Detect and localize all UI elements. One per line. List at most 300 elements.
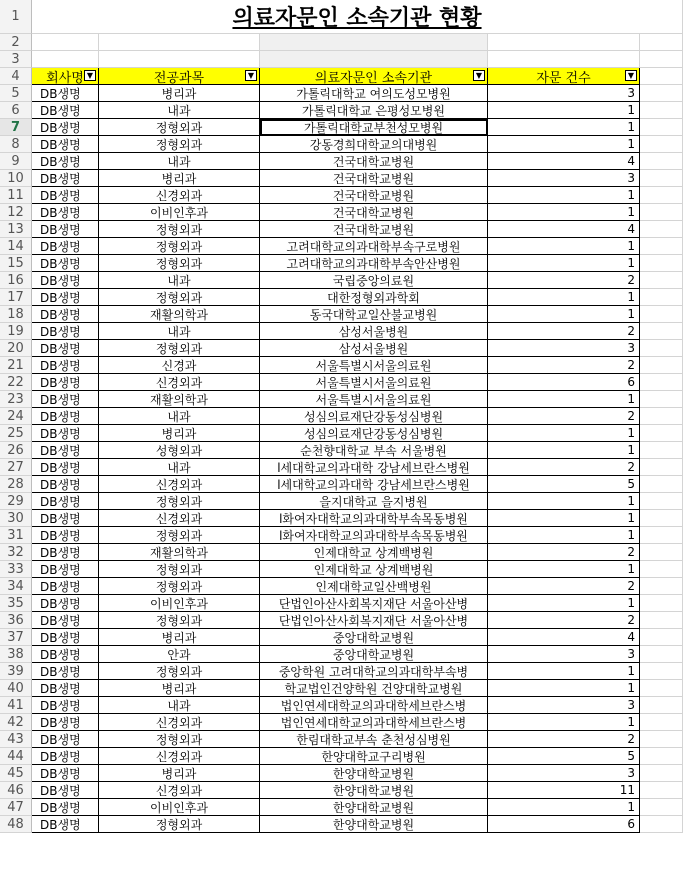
- row-header[interactable]: 20: [0, 340, 32, 357]
- cell-dept[interactable]: 신경외과: [99, 510, 260, 527]
- row-header[interactable]: 5: [0, 85, 32, 102]
- sheet-title[interactable]: 의료자문인 소속기관 현황: [32, 0, 683, 34]
- cell-dept[interactable]: 정형외과: [99, 527, 260, 544]
- cell[interactable]: [640, 306, 683, 323]
- table-row: [0, 816, 683, 833]
- cell-count[interactable]: 6: [488, 816, 640, 833]
- cell-company[interactable]: DB생명: [32, 102, 99, 119]
- table-row: [0, 595, 683, 612]
- row-header[interactable]: 12: [0, 204, 32, 221]
- cell-company[interactable]: DB생명: [32, 731, 99, 748]
- cell[interactable]: [640, 765, 683, 782]
- row-header[interactable]: 7: [0, 119, 32, 136]
- cell-org[interactable]: 중앙학원 고려대학교의과대학부속병: [260, 663, 488, 680]
- cell-dept[interactable]: 정형외과: [99, 731, 260, 748]
- cell-company[interactable]: DB생명: [32, 816, 99, 833]
- cell[interactable]: [640, 323, 683, 340]
- cell-dept[interactable]: 이비인후과: [99, 799, 260, 816]
- cell[interactable]: [640, 238, 683, 255]
- cell-dept[interactable]: 내과: [99, 153, 260, 170]
- cell-count[interactable]: 1: [488, 306, 640, 323]
- cell-company[interactable]: DB생명: [32, 748, 99, 765]
- row-header[interactable]: 4: [0, 68, 32, 85]
- cell[interactable]: [640, 595, 683, 612]
- cell-count[interactable]: 3: [488, 646, 640, 663]
- cell-count[interactable]: 1: [488, 680, 640, 697]
- table-row: [0, 255, 683, 272]
- cell-count[interactable]: 3: [488, 697, 640, 714]
- cell-dept[interactable]: 병리과: [99, 85, 260, 102]
- cell[interactable]: [640, 561, 683, 578]
- cell-org[interactable]: 순천향대학교 부속 서울병원: [260, 442, 488, 459]
- cell[interactable]: [640, 136, 683, 153]
- cell-org[interactable]: 한양대학교병원: [260, 765, 488, 782]
- cell-company[interactable]: DB생명: [32, 170, 99, 187]
- cell[interactable]: [640, 391, 683, 408]
- cell-org[interactable]: 건국대학교병원: [260, 204, 488, 221]
- cell-company[interactable]: DB생명: [32, 782, 99, 799]
- cell[interactable]: [640, 442, 683, 459]
- cell-dept[interactable]: 내과: [99, 697, 260, 714]
- filter-dropdown-icon[interactable]: ▼: [245, 70, 257, 81]
- cell-dept[interactable]: 신경외과: [99, 748, 260, 765]
- cell-org[interactable]: 한양대학교구리병원: [260, 748, 488, 765]
- cell-company[interactable]: DB생명: [32, 255, 99, 272]
- cell-org[interactable]: 삼성서울병원: [260, 340, 488, 357]
- cell-company[interactable]: DB생명: [32, 136, 99, 153]
- cell-count[interactable]: 1: [488, 493, 640, 510]
- empty-row: [0, 34, 683, 51]
- cell-company[interactable]: DB생명: [32, 476, 99, 493]
- row-header[interactable]: 33: [0, 561, 32, 578]
- cell-count[interactable]: 4: [488, 153, 640, 170]
- row-header[interactable]: 17: [0, 289, 32, 306]
- cell[interactable]: [640, 357, 683, 374]
- cell-company[interactable]: DB생명: [32, 272, 99, 289]
- cell-dept[interactable]: 신경과: [99, 357, 260, 374]
- cell-org[interactable]: 건국대학교병원: [260, 221, 488, 238]
- cell-org[interactable]: 한양대학교병원: [260, 782, 488, 799]
- cell[interactable]: [640, 68, 683, 85]
- row-header[interactable]: 30: [0, 510, 32, 527]
- cell[interactable]: [260, 34, 488, 51]
- cell[interactable]: [640, 119, 683, 136]
- cell-dept[interactable]: 신경외과: [99, 476, 260, 493]
- cell-count[interactable]: 2: [488, 357, 640, 374]
- cell-dept[interactable]: 정형외과: [99, 816, 260, 833]
- cell-company[interactable]: DB생명: [32, 697, 99, 714]
- cell-company[interactable]: DB생명: [32, 663, 99, 680]
- cell-dept[interactable]: 이비인후과: [99, 204, 260, 221]
- cell-org[interactable]: 한림대학교부속 춘천성심병원: [260, 731, 488, 748]
- cell-dept[interactable]: 성형외과: [99, 442, 260, 459]
- cell[interactable]: [488, 34, 640, 51]
- cell-company[interactable]: DB생명: [32, 493, 99, 510]
- cell-dept[interactable]: 내과: [99, 323, 260, 340]
- table-row: [0, 476, 683, 493]
- cell-org[interactable]: 건국대학교병원: [260, 153, 488, 170]
- cell-dept[interactable]: 이비인후과: [99, 595, 260, 612]
- row-header[interactable]: 38: [0, 646, 32, 663]
- cell-org[interactable]: 가톨릭대학교 은평성모병원: [260, 102, 488, 119]
- row-header[interactable]: 43: [0, 731, 32, 748]
- cell[interactable]: [640, 646, 683, 663]
- header-dept[interactable]: [99, 68, 260, 85]
- row-header[interactable]: 28: [0, 476, 32, 493]
- cell[interactable]: [640, 34, 683, 51]
- row-header[interactable]: 27: [0, 459, 32, 476]
- row-header[interactable]: 44: [0, 748, 32, 765]
- cell-org[interactable]: 한양대학교병원: [260, 816, 488, 833]
- cell-dept[interactable]: 정형외과: [99, 561, 260, 578]
- cell[interactable]: [640, 204, 683, 221]
- cell-count[interactable]: 1: [488, 561, 640, 578]
- row-header[interactable]: 42: [0, 714, 32, 731]
- cell-org[interactable]: 인제대학교일산백병원: [260, 578, 488, 595]
- row-header[interactable]: 11: [0, 187, 32, 204]
- row-header[interactable]: 10: [0, 170, 32, 187]
- cell[interactable]: [488, 51, 640, 68]
- cell-dept[interactable]: 정형외과: [99, 255, 260, 272]
- cell-org[interactable]: 법인연세대학교의과대학세브란스병: [260, 714, 488, 731]
- cell[interactable]: [640, 51, 683, 68]
- cell-company[interactable]: DB생명: [32, 357, 99, 374]
- row-header[interactable]: 45: [0, 765, 32, 782]
- cell-dept[interactable]: 재활의학과: [99, 306, 260, 323]
- cell[interactable]: [640, 612, 683, 629]
- row-header[interactable]: 3: [0, 51, 32, 68]
- cell-dept[interactable]: 정형외과: [99, 340, 260, 357]
- cell-count[interactable]: 1: [488, 204, 640, 221]
- row-header[interactable]: 40: [0, 680, 32, 697]
- cell[interactable]: [640, 493, 683, 510]
- cell-dept[interactable]: 내과: [99, 102, 260, 119]
- cell-count[interactable]: 1: [488, 119, 640, 136]
- cell[interactable]: [640, 663, 683, 680]
- cell-dept[interactable]: 내과: [99, 272, 260, 289]
- cell-company[interactable]: DB생명: [32, 289, 99, 306]
- cell-org[interactable]: 법인연세대학교의과대학세브란스병: [260, 697, 488, 714]
- cell-count[interactable]: 1: [488, 391, 640, 408]
- row-header[interactable]: 9: [0, 153, 32, 170]
- row-header[interactable]: 46: [0, 782, 32, 799]
- row-header[interactable]: 21: [0, 357, 32, 374]
- header-dept-label: 전공과목: [153, 70, 205, 85]
- cell-dept[interactable]: 정형외과: [99, 238, 260, 255]
- cell-org[interactable]: 단법인아산사회복지재단 서울아산병: [260, 595, 488, 612]
- cell-count[interactable]: 1: [488, 510, 640, 527]
- cell[interactable]: [640, 187, 683, 204]
- table-row: [0, 153, 683, 170]
- cell-org[interactable]: 인제대학교 상계백병원: [260, 561, 488, 578]
- cell-company[interactable]: DB생명: [32, 544, 99, 561]
- cell-org[interactable]: 가톨릭대학교부천성모병원: [260, 119, 488, 136]
- cell-org[interactable]: 단법인아산사회복지재단 서울아산병: [260, 612, 488, 629]
- cell-company[interactable]: DB생명: [32, 510, 99, 527]
- cell-company[interactable]: DB생명: [32, 323, 99, 340]
- cell-dept[interactable]: 정형외과: [99, 663, 260, 680]
- cell-count[interactable]: 1: [488, 255, 640, 272]
- cell-count[interactable]: 1: [488, 527, 640, 544]
- cell-count[interactable]: 3: [488, 85, 640, 102]
- cell-company[interactable]: DB생명: [32, 85, 99, 102]
- cell-company[interactable]: DB생명: [32, 425, 99, 442]
- cell-count[interactable]: 2: [488, 578, 640, 595]
- cell-org[interactable]: 서울특별시서울의료원: [260, 374, 488, 391]
- row-header[interactable]: 29: [0, 493, 32, 510]
- cell-count[interactable]: 3: [488, 170, 640, 187]
- cell-dept[interactable]: 병리과: [99, 765, 260, 782]
- cell-org[interactable]: 성심의료재단강동성심병원: [260, 425, 488, 442]
- cell[interactable]: [640, 748, 683, 765]
- filter-dropdown-icon[interactable]: ▼: [84, 70, 96, 81]
- cell-company[interactable]: DB생명: [32, 221, 99, 238]
- row-header[interactable]: 36: [0, 612, 32, 629]
- cell-org[interactable]: 서울특별시서울의료원: [260, 357, 488, 374]
- row-header[interactable]: 13: [0, 221, 32, 238]
- cell-count[interactable]: 2: [488, 272, 640, 289]
- cell-company[interactable]: DB생명: [32, 680, 99, 697]
- cell-count[interactable]: 2: [488, 459, 640, 476]
- table-row: [0, 493, 683, 510]
- cell-count[interactable]: 1: [488, 425, 640, 442]
- row-header[interactable]: 37: [0, 629, 32, 646]
- cell-dept[interactable]: 정형외과: [99, 289, 260, 306]
- cell-count[interactable]: 1: [488, 102, 640, 119]
- row-header[interactable]: 26: [0, 442, 32, 459]
- cell-dept[interactable]: 정형외과: [99, 578, 260, 595]
- cell[interactable]: [640, 680, 683, 697]
- cell-org[interactable]: 고려대학교의과대학부속구로병원: [260, 238, 488, 255]
- cell-org[interactable]: 강동경희대학교의대병원: [260, 136, 488, 153]
- cell-dept[interactable]: 병리과: [99, 170, 260, 187]
- cell-company[interactable]: DB생명: [32, 391, 99, 408]
- cell-company[interactable]: DB생명: [32, 187, 99, 204]
- cell-org[interactable]: 건국대학교병원: [260, 187, 488, 204]
- cell-company[interactable]: DB생명: [32, 629, 99, 646]
- cell[interactable]: [640, 816, 683, 833]
- cell-count[interactable]: 2: [488, 612, 640, 629]
- row-header[interactable]: 22: [0, 374, 32, 391]
- cell-org[interactable]: l화여자대학교의과대학부속목동병원: [260, 527, 488, 544]
- cell-count[interactable]: 1: [488, 289, 640, 306]
- cell-dept[interactable]: 병리과: [99, 425, 260, 442]
- cell[interactable]: [640, 629, 683, 646]
- row-header[interactable]: 16: [0, 272, 32, 289]
- cell-company[interactable]: DB생명: [32, 204, 99, 221]
- cell-org[interactable]: 동국대학교일산불교병원: [260, 306, 488, 323]
- cell[interactable]: [260, 51, 488, 68]
- cell-company[interactable]: DB생명: [32, 442, 99, 459]
- cell-org[interactable]: l화여자대학교의과대학부속목동병원: [260, 510, 488, 527]
- cell[interactable]: [640, 510, 683, 527]
- cell-company[interactable]: DB생명: [32, 578, 99, 595]
- cell-company[interactable]: DB생명: [32, 408, 99, 425]
- cell-count[interactable]: 1: [488, 136, 640, 153]
- cell-company[interactable]: DB생명: [32, 119, 99, 136]
- row-header[interactable]: 41: [0, 697, 32, 714]
- row-header[interactable]: 1: [0, 0, 32, 34]
- cell[interactable]: [32, 34, 99, 51]
- cell[interactable]: [640, 170, 683, 187]
- cell-org[interactable]: 서울특별시서울의료원: [260, 391, 488, 408]
- cell[interactable]: [640, 697, 683, 714]
- cell-dept[interactable]: 신경외과: [99, 782, 260, 799]
- cell-company[interactable]: DB생명: [32, 527, 99, 544]
- cell-company[interactable]: DB생명: [32, 799, 99, 816]
- row-header[interactable]: 23: [0, 391, 32, 408]
- table-row: [0, 425, 683, 442]
- cell-count[interactable]: 11: [488, 782, 640, 799]
- cell-org[interactable]: 성심의료재단강동성심병원: [260, 408, 488, 425]
- cell-dept[interactable]: 정형외과: [99, 119, 260, 136]
- cell-org[interactable]: l세대학교의과대학 강남세브란스병원: [260, 459, 488, 476]
- cell[interactable]: [640, 85, 683, 102]
- row-header[interactable]: 14: [0, 238, 32, 255]
- row-header[interactable]: 35: [0, 595, 32, 612]
- row-header[interactable]: 2: [0, 34, 32, 51]
- cell-count[interactable]: 1: [488, 187, 640, 204]
- cell-dept[interactable]: 재활의학과: [99, 391, 260, 408]
- cell-org[interactable]: 대한정형외과학회: [260, 289, 488, 306]
- cell-count[interactable]: 1: [488, 799, 640, 816]
- cell-dept[interactable]: 내과: [99, 459, 260, 476]
- cell-org[interactable]: 가톨릭대학교 여의도성모병원: [260, 85, 488, 102]
- cell-company[interactable]: DB생명: [32, 306, 99, 323]
- cell-dept[interactable]: 정형외과: [99, 136, 260, 153]
- cell-company[interactable]: DB생명: [32, 459, 99, 476]
- row-header[interactable]: 32: [0, 544, 32, 561]
- cell-dept[interactable]: 신경외과: [99, 714, 260, 731]
- header-count[interactable]: [488, 68, 640, 85]
- cell[interactable]: [32, 51, 99, 68]
- cell-dept[interactable]: 신경외과: [99, 374, 260, 391]
- cell[interactable]: [640, 476, 683, 493]
- cell-dept[interactable]: 신경외과: [99, 187, 260, 204]
- cell-count[interactable]: 5: [488, 476, 640, 493]
- cell-count[interactable]: 2: [488, 408, 640, 425]
- cell-company[interactable]: DB생명: [32, 646, 99, 663]
- cell[interactable]: [640, 731, 683, 748]
- table-row: [0, 340, 683, 357]
- cell-company[interactable]: DB생명: [32, 238, 99, 255]
- cell[interactable]: [640, 272, 683, 289]
- cell[interactable]: [640, 425, 683, 442]
- filter-dropdown-icon[interactable]: ▼: [625, 70, 637, 81]
- cell-count[interactable]: 1: [488, 238, 640, 255]
- cell-dept[interactable]: 병리과: [99, 629, 260, 646]
- cell[interactable]: [640, 782, 683, 799]
- cell[interactable]: [99, 51, 260, 68]
- row-header[interactable]: 39: [0, 663, 32, 680]
- cell-count[interactable]: 3: [488, 765, 640, 782]
- header-company[interactable]: [32, 68, 99, 85]
- cell-org[interactable]: 삼성서울병원: [260, 323, 488, 340]
- cell[interactable]: [640, 255, 683, 272]
- filter-dropdown-icon[interactable]: ▼: [473, 70, 485, 81]
- row-header[interactable]: 47: [0, 799, 32, 816]
- cell-count[interactable]: 4: [488, 629, 640, 646]
- cell[interactable]: [640, 527, 683, 544]
- cell-org[interactable]: l세대학교의과대학 강남세브란스병원: [260, 476, 488, 493]
- cell[interactable]: [640, 374, 683, 391]
- cell-count[interactable]: 2: [488, 544, 640, 561]
- cell[interactable]: [640, 459, 683, 476]
- cell-dept[interactable]: 재활의학과: [99, 544, 260, 561]
- cell[interactable]: [640, 578, 683, 595]
- cell-company[interactable]: DB생명: [32, 340, 99, 357]
- cell-dept[interactable]: 내과: [99, 408, 260, 425]
- row-header[interactable]: 6: [0, 102, 32, 119]
- cell[interactable]: [640, 714, 683, 731]
- cell-org[interactable]: 인제대학교 상계백병원: [260, 544, 488, 561]
- cell-company[interactable]: DB생명: [32, 595, 99, 612]
- cell-dept[interactable]: 정형외과: [99, 221, 260, 238]
- cell-count[interactable]: 1: [488, 595, 640, 612]
- table-row: [0, 170, 683, 187]
- table-row: [0, 544, 683, 561]
- cell-company[interactable]: DB생명: [32, 561, 99, 578]
- cell-count[interactable]: 6: [488, 374, 640, 391]
- cell-company[interactable]: DB생명: [32, 612, 99, 629]
- cell-dept[interactable]: 정형외과: [99, 612, 260, 629]
- cell-count[interactable]: 5: [488, 748, 640, 765]
- cell-dept[interactable]: 정형외과: [99, 493, 260, 510]
- cell-company[interactable]: DB생명: [32, 374, 99, 391]
- cell-count[interactable]: 4: [488, 221, 640, 238]
- cell-dept[interactable]: 안과: [99, 646, 260, 663]
- cell-count[interactable]: 1: [488, 442, 640, 459]
- cell-count[interactable]: 2: [488, 323, 640, 340]
- cell[interactable]: [99, 34, 260, 51]
- cell-org[interactable]: 중앙대학교병원: [260, 646, 488, 663]
- cell[interactable]: [640, 221, 683, 238]
- cell[interactable]: [640, 799, 683, 816]
- cell-count[interactable]: 3: [488, 340, 640, 357]
- cell-company[interactable]: DB생명: [32, 765, 99, 782]
- cell[interactable]: [640, 153, 683, 170]
- cell-count[interactable]: 1: [488, 663, 640, 680]
- cell-count[interactable]: 1: [488, 714, 640, 731]
- cell-dept[interactable]: 병리과: [99, 680, 260, 697]
- cell-company[interactable]: DB생명: [32, 153, 99, 170]
- cell-org[interactable]: 건국대학교병원: [260, 170, 488, 187]
- cell-org[interactable]: 국립중앙의료원: [260, 272, 488, 289]
- cell-company[interactable]: DB생명: [32, 714, 99, 731]
- row-header[interactable]: 24: [0, 408, 32, 425]
- row-header[interactable]: 31: [0, 527, 32, 544]
- row-header[interactable]: 19: [0, 323, 32, 340]
- row-header[interactable]: 18: [0, 306, 32, 323]
- cell[interactable]: [640, 408, 683, 425]
- cell-org[interactable]: 을지대학교 을지병원: [260, 493, 488, 510]
- row-header[interactable]: 25: [0, 425, 32, 442]
- row-header[interactable]: 8: [0, 136, 32, 153]
- cell[interactable]: [640, 340, 683, 357]
- row-header[interactable]: 34: [0, 578, 32, 595]
- row-header[interactable]: 15: [0, 255, 32, 272]
- cell[interactable]: [640, 102, 683, 119]
- cell-org[interactable]: 중앙대학교병원: [260, 629, 488, 646]
- cell-org[interactable]: 한양대학교병원: [260, 799, 488, 816]
- cell-org[interactable]: 고려대학교의과대학부속안산병원: [260, 255, 488, 272]
- cell[interactable]: [640, 544, 683, 561]
- cell-count[interactable]: 2: [488, 731, 640, 748]
- row-header[interactable]: 48: [0, 816, 32, 833]
- cell-org[interactable]: 학교법인건양학원 건양대학교병원: [260, 680, 488, 697]
- header-org[interactable]: [260, 68, 488, 85]
- cell[interactable]: [640, 289, 683, 306]
